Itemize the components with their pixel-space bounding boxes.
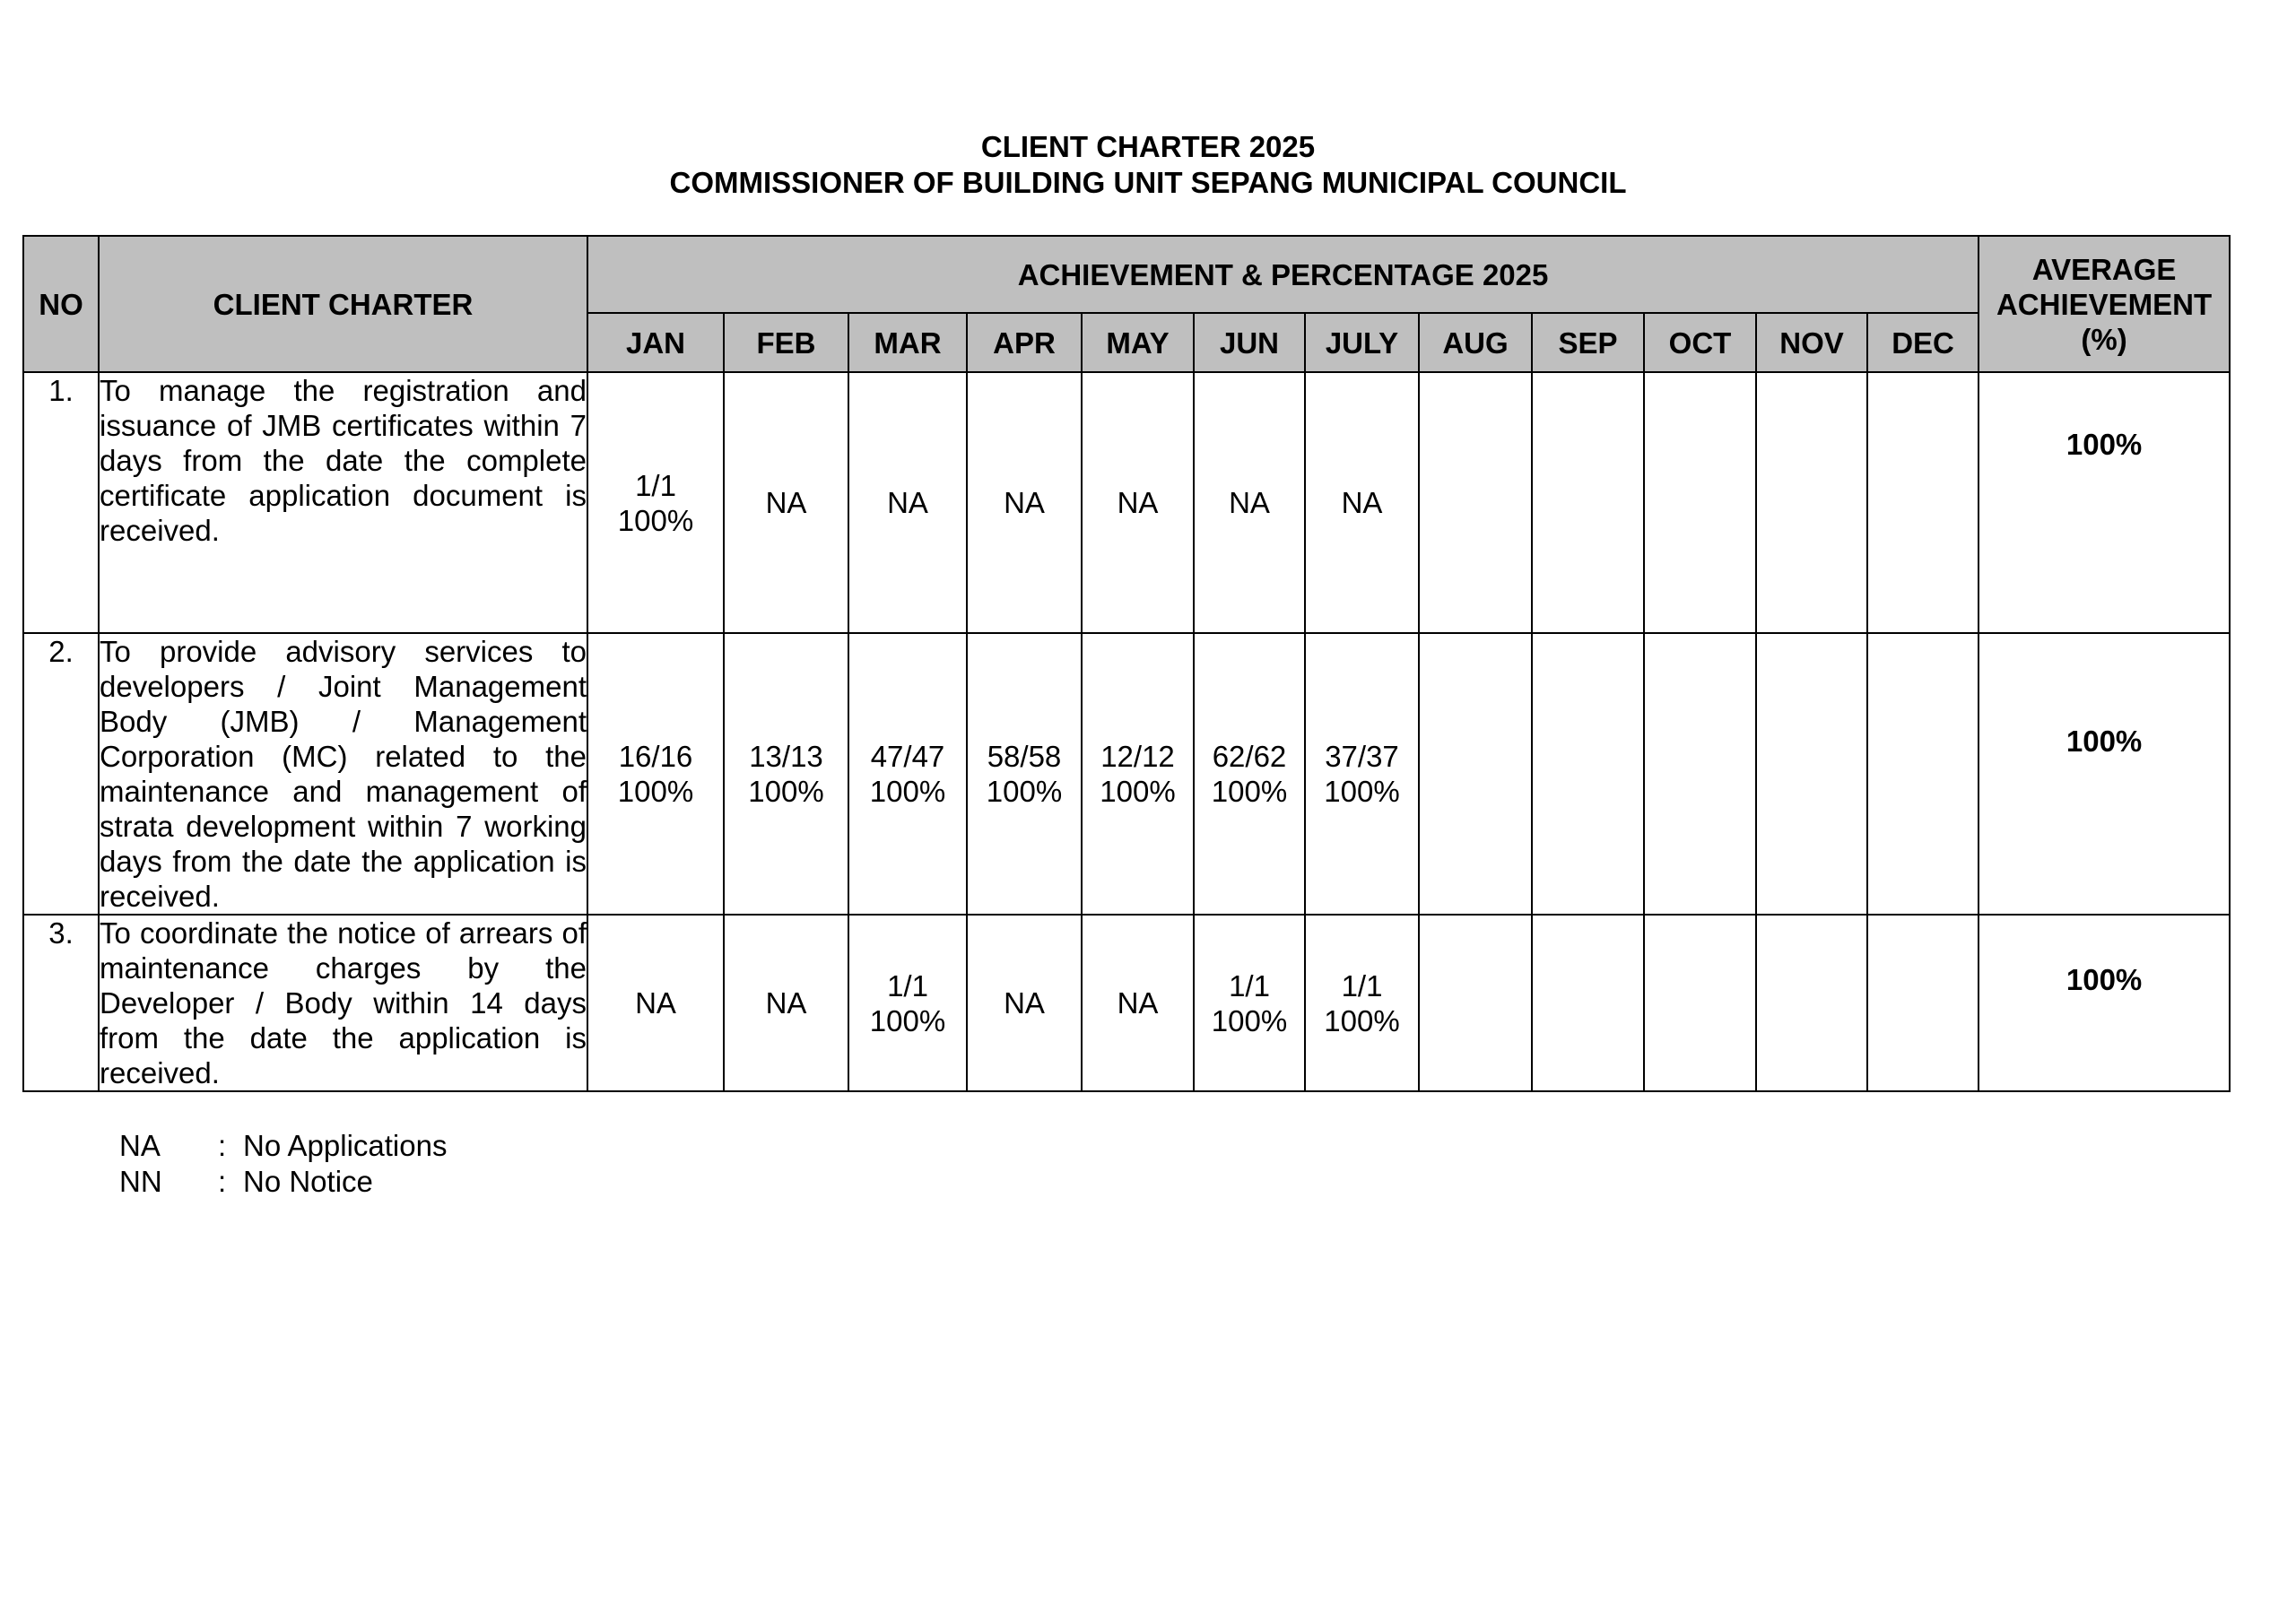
month-cell bbox=[587, 372, 724, 633]
legend-meaning: No Notice bbox=[243, 1165, 373, 1198]
month-cell bbox=[1194, 372, 1305, 633]
document-title bbox=[0, 129, 2296, 201]
month-percentage: 100% bbox=[1100, 775, 1176, 808]
charter-description: To provide advisory services to developers / Joint Management Body (JMB) / Management Corporation (MC) related to the maintenance and management of strata development within 7 working days from the date the application is received. bbox=[100, 635, 587, 913]
month-cell bbox=[1082, 633, 1194, 915]
month-percentage: 100% bbox=[617, 503, 694, 537]
month-cell bbox=[967, 372, 1082, 633]
row-number: 1. bbox=[23, 372, 99, 633]
month-percentage: 100% bbox=[1324, 1003, 1400, 1037]
title-line-1: CLIENT CHARTER 2025 bbox=[980, 130, 1316, 163]
month-count: 62/62 bbox=[1212, 740, 1287, 773]
header-month: OCT bbox=[1644, 313, 1756, 372]
month-count: NA bbox=[765, 486, 807, 519]
month-cell bbox=[1305, 633, 1419, 915]
month-cell bbox=[1867, 372, 1979, 633]
month-cell bbox=[967, 915, 1082, 1091]
month-cell bbox=[1756, 372, 1867, 633]
month-percentage: 100% bbox=[617, 775, 694, 808]
month-percentage: 100% bbox=[1211, 775, 1288, 808]
month-count: NA bbox=[1117, 486, 1159, 519]
average-value: 100% bbox=[2066, 725, 2143, 758]
month-cell bbox=[724, 372, 848, 633]
average-achievement bbox=[1979, 633, 2230, 915]
month-count: NA bbox=[1341, 486, 1383, 519]
client-charter-table bbox=[22, 235, 2231, 1092]
month-count: 16/16 bbox=[618, 740, 693, 773]
header-month: JUN bbox=[1194, 313, 1305, 372]
month-cell bbox=[1532, 915, 1644, 1091]
row-number: 3. bbox=[23, 915, 99, 1091]
month-cell bbox=[1756, 915, 1867, 1091]
average-achievement bbox=[1979, 915, 2230, 1091]
month-cell bbox=[1532, 633, 1644, 915]
legend-separator: : bbox=[218, 1129, 227, 1162]
month-count: 1/1 bbox=[887, 968, 928, 1002]
month-count: 1/1 bbox=[1341, 968, 1383, 1002]
header-month: SEP bbox=[1532, 313, 1644, 372]
month-percentage: 100% bbox=[869, 1003, 946, 1037]
month-percentage: 100% bbox=[748, 775, 824, 808]
month-cell bbox=[1867, 915, 1979, 1091]
legend-code: NA bbox=[119, 1129, 161, 1162]
month-percentage: 100% bbox=[986, 775, 1063, 808]
month-count: 1/1 bbox=[635, 468, 676, 502]
header-month: MAR bbox=[848, 313, 967, 372]
header-month: MAY bbox=[1082, 313, 1194, 372]
table-row bbox=[23, 915, 2230, 1091]
legend-item bbox=[119, 1164, 447, 1200]
month-count: 47/47 bbox=[870, 740, 945, 773]
month-cell bbox=[1305, 372, 1419, 633]
month-cell bbox=[1644, 915, 1756, 1091]
month-cell bbox=[1867, 633, 1979, 915]
header-month: FEB bbox=[724, 313, 848, 372]
table-row bbox=[23, 633, 2230, 915]
row-number: 2. bbox=[23, 633, 99, 915]
average-value: 100% bbox=[2066, 428, 2143, 461]
month-cell bbox=[848, 915, 967, 1091]
month-count: NA bbox=[635, 986, 676, 1020]
month-cell bbox=[587, 633, 724, 915]
month-cell bbox=[1644, 372, 1756, 633]
month-cell bbox=[724, 915, 848, 1091]
legend-meaning: No Applications bbox=[243, 1129, 448, 1162]
month-count: 1/1 bbox=[1229, 968, 1270, 1002]
month-cell bbox=[1082, 372, 1194, 633]
header-month: JAN bbox=[587, 313, 724, 372]
month-cell bbox=[587, 915, 724, 1091]
average-achievement bbox=[1979, 372, 2230, 633]
legend-item bbox=[119, 1128, 447, 1164]
charter-description: To manage the registration and issuance of JMB certificates within 7 days from the date the complete certificate application document is received. bbox=[99, 372, 587, 633]
month-cell bbox=[1419, 633, 1532, 915]
month-cell bbox=[1756, 633, 1867, 915]
month-cell bbox=[1194, 633, 1305, 915]
month-cell bbox=[1419, 915, 1532, 1091]
average-value: 100% bbox=[2066, 963, 2143, 996]
month-count: 12/12 bbox=[1100, 740, 1175, 773]
header-month: JULY bbox=[1305, 313, 1419, 372]
header-month: APR bbox=[967, 313, 1082, 372]
month-cell bbox=[967, 633, 1082, 915]
header-average: AVERAGE ACHIEVEMENT (%) bbox=[1979, 236, 2230, 372]
charter-description: To coordinate the notice of arrears of maintenance charges by the Developer / Body within 14 days from the date the application is received. bbox=[100, 916, 587, 1089]
month-cell bbox=[1194, 915, 1305, 1091]
month-cell bbox=[1082, 915, 1194, 1091]
month-count: NA bbox=[887, 486, 928, 519]
month-count: NA bbox=[1004, 486, 1045, 519]
legend bbox=[119, 1128, 447, 1200]
legend-code: NN bbox=[119, 1165, 162, 1198]
header-row-1 bbox=[23, 236, 2230, 313]
month-count: 13/13 bbox=[749, 740, 823, 773]
header-no: NO bbox=[23, 236, 99, 372]
header-month: DEC bbox=[1867, 313, 1979, 372]
month-count: 37/37 bbox=[1325, 740, 1399, 773]
month-cell bbox=[848, 633, 967, 915]
month-count: NA bbox=[765, 986, 807, 1020]
table-row bbox=[23, 372, 2230, 633]
month-percentage: 100% bbox=[1324, 775, 1400, 808]
month-count: 58/58 bbox=[987, 740, 1062, 773]
header-client-charter: CLIENT CHARTER bbox=[99, 236, 587, 372]
header-achievement-group: ACHIEVEMENT & PERCENTAGE 2025 bbox=[587, 236, 1979, 313]
month-count: NA bbox=[1117, 986, 1159, 1020]
header-month: AUG bbox=[1419, 313, 1532, 372]
month-cell bbox=[1644, 633, 1756, 915]
table-body bbox=[23, 372, 2230, 1091]
legend-separator: : bbox=[218, 1165, 227, 1198]
title-line-2: COMMISSIONER OF BUILDING UNIT SEPANG MUNICIPAL COUNCIL bbox=[669, 166, 1627, 199]
month-percentage: 100% bbox=[869, 775, 946, 808]
month-cell bbox=[848, 372, 967, 633]
month-count: NA bbox=[1004, 986, 1045, 1020]
header-month: NOV bbox=[1756, 313, 1867, 372]
month-count: NA bbox=[1229, 486, 1270, 519]
month-cell bbox=[1532, 372, 1644, 633]
month-cell bbox=[1419, 372, 1532, 633]
month-cell bbox=[724, 633, 848, 915]
month-cell bbox=[1305, 915, 1419, 1091]
month-percentage: 100% bbox=[1211, 1003, 1288, 1037]
